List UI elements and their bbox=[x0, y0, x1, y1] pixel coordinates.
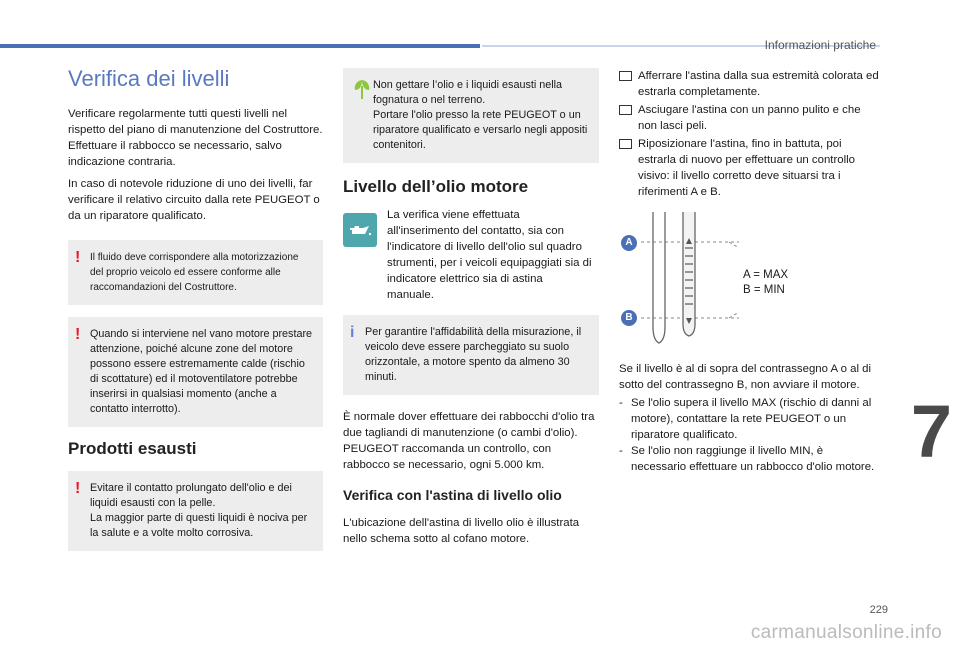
header-bar bbox=[0, 44, 480, 48]
case-max-text: Se l'olio supera il livello MAX (rischio di danni al motore), contattare la rete PEUGEOT o un riparatore qualificato. bbox=[631, 397, 872, 441]
warning-skin-text: Evitare il contatto prolungato dell'olio e dei liquidi esausti con la pelle. La maggior parte di questi liquidi è nociva per la salute e a volte molto corrosiva. bbox=[90, 482, 308, 539]
warning-box-fluid bbox=[68, 240, 323, 305]
eco-box bbox=[343, 68, 599, 163]
oil-check-text: La verifica viene effettuata all'inserimento del contatto, sia con l'indicatore di livello dell'olio sul quadro strumenti, per i veicoli equipaggiati sia di indicatore elettrico sia di astina manuale. bbox=[387, 209, 592, 301]
step-2-text: Asciugare l'astina con un panno pulito e che non lasci peli. bbox=[638, 104, 861, 132]
oil-can-icon bbox=[343, 213, 377, 247]
info-box bbox=[343, 315, 599, 395]
case-max bbox=[619, 395, 879, 443]
column-right bbox=[619, 68, 879, 475]
step-1-text: Afferrare l'astina dalla sua estremità colorata ed estrarla completamente. bbox=[638, 70, 879, 98]
intro-paragraph-2: In caso di notevole riduzione di uno dei livelli, far verificare il relativo circuito dalla rete PEUGEOT o da un riparatore qualificato. bbox=[68, 178, 320, 222]
warning-icon: ! bbox=[75, 326, 81, 343]
case-min bbox=[619, 443, 879, 475]
warning-box-engine bbox=[68, 317, 323, 427]
warning-icon: ! bbox=[75, 480, 81, 497]
info-icon: i bbox=[350, 324, 355, 341]
step-3 bbox=[619, 136, 879, 200]
section-heading-dipstick: Verifica con l'astina di livello olio bbox=[343, 487, 562, 503]
marker-a-label: A bbox=[625, 237, 633, 248]
chapter-number: 7 bbox=[910, 390, 952, 473]
normal-topup-text: È normale dover effettuare dei rabbocchi d'olio tra due tagliandi di manutenzione (o cambi d'olio). PEUGEOT raccomanda un controllo, con rabbocco se necessario, ogni 5.000 km. bbox=[343, 411, 595, 471]
checkbox-icon bbox=[619, 71, 632, 81]
column-left bbox=[68, 60, 323, 551]
checkbox-icon bbox=[619, 139, 632, 149]
section-heading-products: Prodotti esausti bbox=[68, 439, 197, 458]
section-title: Informazioni pratiche bbox=[764, 38, 876, 52]
checkbox-icon bbox=[619, 105, 632, 115]
intro-paragraph-1: Verificare regolarmente tutti questi livelli nel rispetto del piano di manutenzione del Costruttore. Effettuare il rabbocco se necessario, salvo indicazione contraria. bbox=[68, 108, 323, 168]
marker-b-badge bbox=[621, 310, 637, 326]
legend-min: B = MIN bbox=[743, 284, 785, 296]
info-text: Per garantire l'affidabilità della misurazione, il veicolo deve essere parcheggiato su suolo orizzontale, a motore spento da almeno 30 minuti. bbox=[365, 326, 582, 383]
warning-box-skin bbox=[68, 471, 323, 551]
page-number: 229 bbox=[869, 604, 888, 616]
dipstick-location-text: L'ubicazione dell'astina di livello olio è illustrata nello schema sotto al cofano motore. bbox=[343, 517, 580, 545]
dipstick-diagram bbox=[619, 212, 879, 347]
marker-b-label: B bbox=[625, 312, 633, 323]
step-1 bbox=[619, 68, 879, 100]
dipstick-legend bbox=[743, 268, 788, 298]
warning-engine-text: Quando si interviene nel vano motore prestare attenzione, poiché alcune zone del motore possono essere estremamente calde (rischio di scottature) ed il motoventilatore potrebbe inserirsi in qualsiasi momento (anche a contatto interrotto). bbox=[90, 328, 313, 415]
step-3-text: Riposizionare l'astina, fino in battuta, poi estrarla di nuovo per effettuare un controllo visivo: il livello corretto deve situarsi tra i riferimenti A e B. bbox=[638, 138, 855, 198]
leaf-icon bbox=[353, 78, 371, 100]
column-middle bbox=[343, 68, 599, 553]
section-heading-oil: Livello dell’olio motore bbox=[343, 177, 529, 196]
case-min-text: Se l'olio non raggiunge il livello MIN, è necessario effettuare un rabbocco d'olio motore. bbox=[631, 445, 875, 473]
warning-fluid-text: Il fluido deve corrispondere alla motorizzazione del proprio veicolo ed essere conforme alle raccomandazioni del Costruttore. bbox=[90, 252, 299, 293]
dash-bullet: - bbox=[619, 397, 623, 409]
marker-a-badge bbox=[621, 235, 637, 251]
dash-bullet: - bbox=[619, 445, 623, 457]
page-title: Verifica dei livelli bbox=[68, 66, 230, 91]
legend-max: A = MAX bbox=[743, 269, 789, 281]
watermark: carmanualsonline.info bbox=[750, 622, 942, 643]
level-result-text: Se il livello è al di sopra del contrassegno A o al di sotto del contrassegno B, non avviare il motore. bbox=[619, 363, 872, 391]
oil-indicator-row bbox=[343, 207, 599, 303]
warning-icon: ! bbox=[75, 249, 81, 266]
step-2 bbox=[619, 102, 879, 134]
eco-text: Non gettare l’olio e i liquidi esausti nella fognatura o nel terreno. Portare l'olio presso la rete PEUGEOT o un riparatore qualificato e versarlo negli appositi contenitori. bbox=[373, 79, 588, 151]
